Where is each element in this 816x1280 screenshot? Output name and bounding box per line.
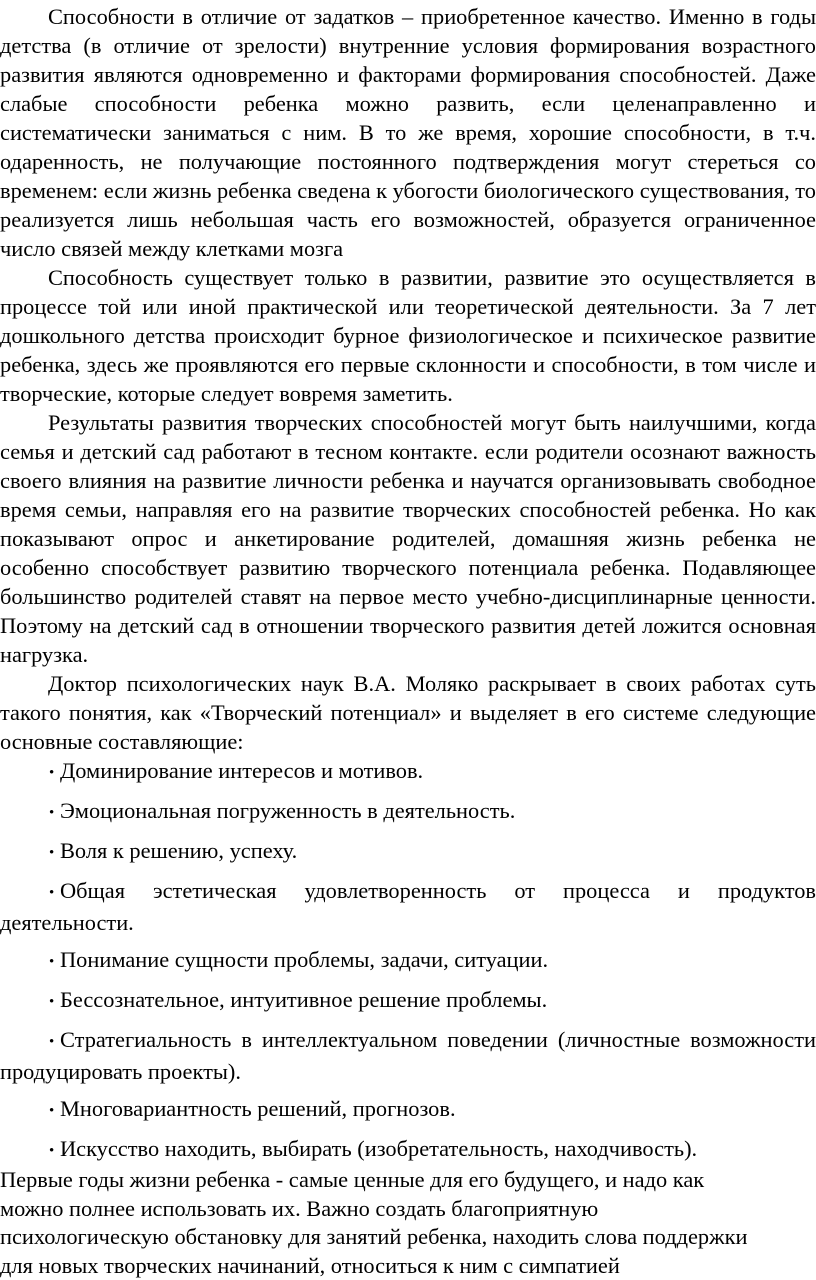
list-item: • Общая эстетическая удовлетворенность от процесса и продуктов деятельности. xyxy=(0,878,816,935)
list-item: • Доминирование интересов и мотивов. xyxy=(0,756,816,788)
list-item: • Бессознательное, интуитивное решение проблемы. xyxy=(0,985,816,1017)
components-list xyxy=(0,756,816,1166)
paragraph-closing: Первые годы жизни ребенка - самые ценные для его будущего, и надо как можно полнее использовать их. Важно создать благоприятную психологическую обстановку для занятий ребенка, находить слова поддержки для новых творческих начинаний, относиться к ним с симпатией xyxy=(0,1167,748,1278)
list-item: • Искусство находить, выбирать (изобретательность, находчивость). xyxy=(0,1134,816,1166)
paragraph-creative-potential: Доктор психологических наук В.А. Моляко раскрывает в своих работах суть такого понятия, как «Творческий потенциал» и выделяет в его системе следующие основные составляющие: xyxy=(0,671,816,754)
list-item: • Воля к решению, успеху. xyxy=(0,836,816,868)
paragraph-development: Способность существует только в развитии, развитие это осуществляется в процессе той или иной практической или теоретической деятельности. За 7 лет дошкольного детства происходит бурное физиологическое и психическое развитие ребенка, здесь же проявляются его первые склонности и способности, в том числе и творческие, которые следует вовремя заметить. xyxy=(0,265,816,406)
bullet-icon: • xyxy=(49,765,55,781)
list-item: • Эмоциональная погруженность в деятельность. xyxy=(0,796,816,828)
bullet-icon: • xyxy=(49,1143,55,1159)
bullet-icon: • xyxy=(49,994,55,1010)
paragraph-family-kindergarten: Результаты развития творческих способностей могут быть наилучшими, когда семья и детский сад работают в тесном контакте. если родители осознают важность своего влияния на развитие личности ребенка и научатся организовывать свободное время семьи, направляя его на развитие творческих способностей ребенка. Но как показывают опрос и анкетирование родителей, домашняя жизнь ребенка не особенно способствует развитию творческого потенциала ребенка. Подавляющее большинство родителей ставят на первое место учебно-дисциплинарные ценности. Поэтому на детский сад в отношении творческого развития детей ложится основная нагрузка. xyxy=(0,410,816,667)
bullet-icon: • xyxy=(49,805,55,821)
document-page xyxy=(0,2,816,1280)
bullet-icon: • xyxy=(49,885,55,901)
bullet-icon: • xyxy=(49,845,55,861)
list-item: • Стратегиальность в интеллектуальном поведении (личностные возможности продуцировать проекты). xyxy=(0,1027,816,1084)
list-item: • Понимание сущности проблемы, задачи, ситуации. xyxy=(0,945,816,977)
bullet-icon: • xyxy=(49,1103,55,1119)
paragraph-abilities: Способности в отличие от задатков – приобретенное качество. Именно в годы детства (в отличие от зрелости) внутренние условия формирования возрастного развития являются одновременно и факторами формирования способностей. Даже слабые способности ребенка можно развить, если целенаправленно и систематически заниматься с ним. В то же время, хорошие способности, в т.ч. одаренность, не получающие постоянного подтверждения могут стереться со временем: если жизнь ребенка сведена к убогости биологического существования, то реализуется лишь небольшая часть его возможностей, образуется ограниченное число связей между клетками мозга xyxy=(0,4,816,261)
bullet-icon: • xyxy=(49,1034,55,1050)
list-item: • Многовариантность решений, прогнозов. xyxy=(0,1094,816,1126)
bullet-icon: • xyxy=(49,954,55,970)
